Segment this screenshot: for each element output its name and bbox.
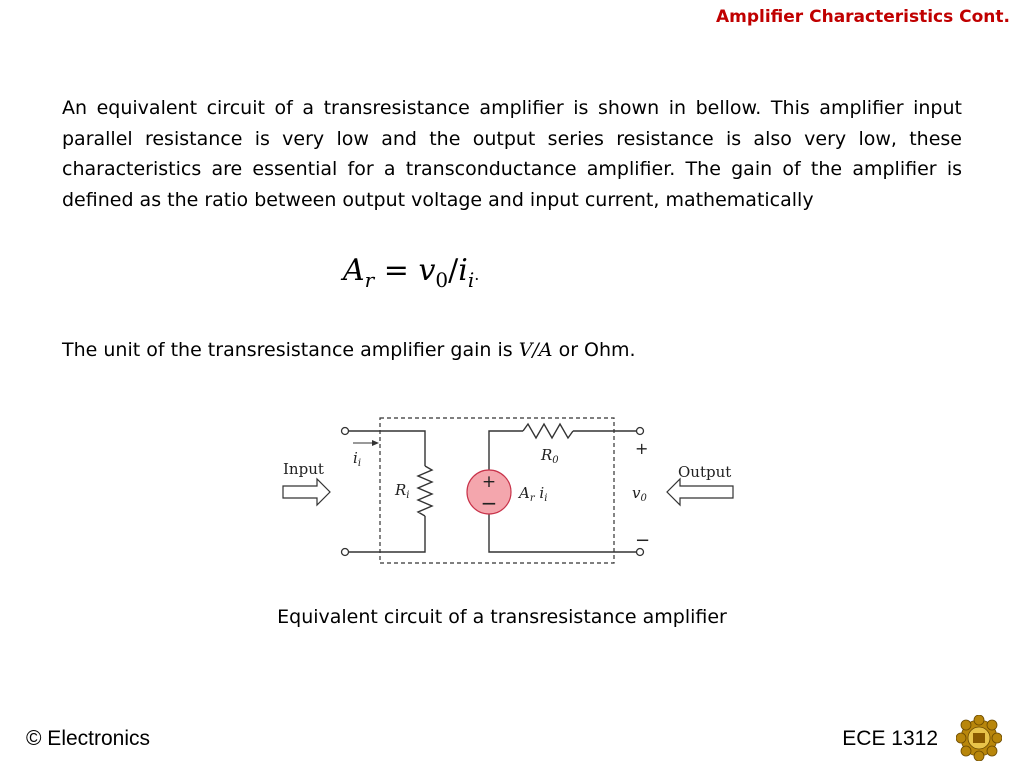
svg-text:R0: $R_0$ [541, 446, 559, 466]
input-arrow [283, 479, 330, 505]
svg-text:−: − [635, 530, 651, 551]
svg-text:+: + [481, 472, 497, 492]
university-logo-icon [956, 715, 1002, 761]
output-arrow [667, 479, 733, 505]
svg-text:Input: Input [283, 460, 324, 478]
input-resistor [418, 466, 432, 516]
footer-course-code: ECE 1312 [842, 727, 938, 750]
svg-text:ii: $i_i$ [353, 449, 362, 469]
svg-text:Ri: $R_i$ [395, 481, 410, 501]
unit-line: The unit of the transresistance amplifier gain is V/A or Ohm. [62, 339, 636, 361]
svg-text:+: + [635, 439, 649, 458]
slide-title: Amplifier Characteristics Cont. [715, 7, 1010, 27]
current-arrow [372, 440, 379, 446]
svg-text:−: − [480, 491, 498, 515]
svg-text:v0: $v_0$ [632, 484, 647, 504]
unit-symbol: V/A [518, 339, 553, 361]
input-terminal-top [342, 428, 349, 435]
output-terminal-top [637, 428, 644, 435]
output-resistor [523, 424, 573, 438]
svg-text:Ar ii: $A_r$ $i_i$ [519, 484, 548, 504]
svg-text:Output: Output [678, 463, 732, 481]
figure-caption: Equivalent circuit of a transresistance amplifier [277, 606, 727, 628]
input-terminal-bottom [342, 549, 349, 556]
footer-copyright: © Electronics [26, 727, 151, 750]
gain-formula: $A_r = v_0/i_i$. [343, 253, 480, 292]
transresistance-circuit-diagram [275, 408, 745, 573]
body-paragraph: An equivalent circuit of a transresistance amplifier is shown in bellow. This amplifier input parallel resistance is very low and the output series resistance is also very low, these characteristics are essential for a transconductance amplifier. The gain of the amplifier is defined as the ratio between output voltage and input current, mathematically [62, 97, 962, 211]
